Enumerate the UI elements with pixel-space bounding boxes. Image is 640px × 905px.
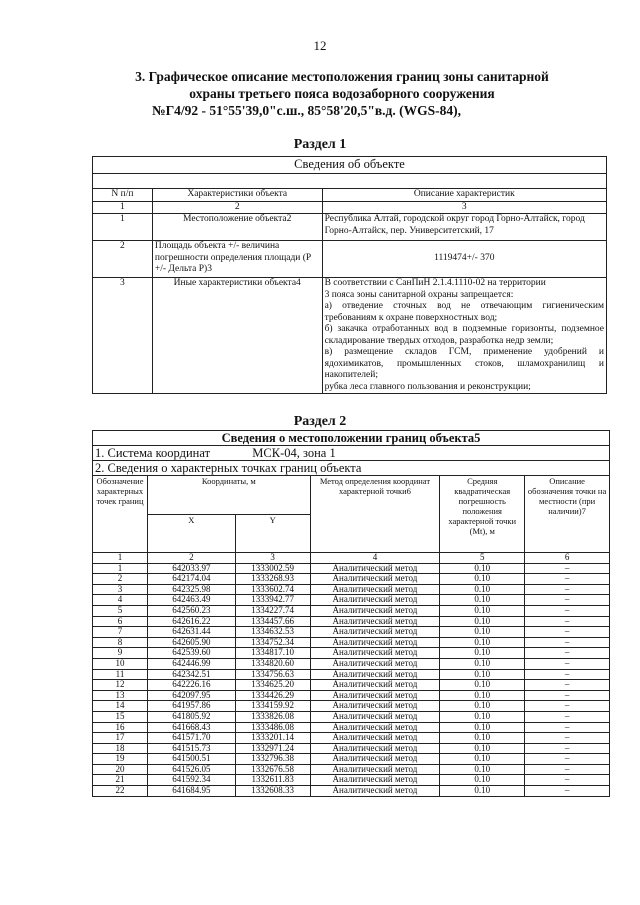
point-x: 642463.49 bbox=[147, 595, 235, 606]
desc-line: б) закачка отработанных вод в подземные горизонты, подземное складирование твердых отходов, разработка недр земли; bbox=[324, 324, 604, 346]
point-y: 1333002.59 bbox=[235, 563, 310, 574]
points-label-row: 2. Сведения о характерных точках границ объекта bbox=[93, 461, 610, 476]
desc-line: в) размещение складов ГСМ, применение удобрений и ядохимикатов, промышленных стоков, шламохранилищ и накопителей; bbox=[324, 347, 604, 380]
point-description: – bbox=[525, 595, 610, 606]
heading-line-1: 3. Графическое описание местоположения границ зоны санитарной bbox=[135, 69, 549, 84]
table-row bbox=[93, 775, 610, 786]
point-number: 18 bbox=[93, 743, 148, 754]
table-row bbox=[93, 754, 610, 765]
point-method: Аналитический метод bbox=[310, 627, 440, 638]
point-method: Аналитический метод bbox=[310, 690, 440, 701]
table-row bbox=[93, 574, 610, 585]
characteristic: Местоположение объекта2 bbox=[152, 214, 322, 241]
table-row bbox=[93, 711, 610, 722]
point-y: 1334457.66 bbox=[235, 616, 310, 627]
point-y: 1334752.34 bbox=[235, 637, 310, 648]
point-description: – bbox=[525, 616, 610, 627]
header-cell: Характеристики объекта bbox=[152, 189, 322, 202]
point-number: 21 bbox=[93, 775, 148, 786]
point-error: 0.10 bbox=[440, 775, 525, 786]
point-method: Аналитический метод bbox=[310, 595, 440, 606]
point-number: 14 bbox=[93, 701, 148, 712]
point-x: 642033.97 bbox=[147, 563, 235, 574]
desc-line: рубка леса главного пользования и реконструкции; bbox=[324, 381, 531, 392]
point-description: – bbox=[525, 722, 610, 733]
point-error: 0.10 bbox=[440, 764, 525, 775]
point-method: Аналитический метод bbox=[310, 743, 440, 754]
point-number: 22 bbox=[93, 786, 148, 797]
table-row bbox=[93, 595, 610, 606]
table-row bbox=[93, 584, 610, 595]
point-x: 642616.22 bbox=[147, 616, 235, 627]
point-number: 15 bbox=[93, 711, 148, 722]
point-y: 1333602.74 bbox=[235, 584, 310, 595]
point-description: – bbox=[525, 786, 610, 797]
col-number: 3 bbox=[322, 201, 606, 214]
method-header: Метод определения координат характерной точки6 bbox=[310, 476, 440, 553]
description: Республика Алтай, городской округ город Горно-Алтайск, город Горно-Алтайск, пер. Университетский, 17 bbox=[322, 214, 606, 241]
table-row bbox=[93, 764, 610, 775]
table-row bbox=[93, 690, 610, 701]
point-error: 0.10 bbox=[440, 701, 525, 712]
point-y: 1333942.77 bbox=[235, 595, 310, 606]
point-method: Аналитический метод bbox=[310, 658, 440, 669]
table-row bbox=[93, 605, 610, 616]
point-method: Аналитический метод bbox=[310, 786, 440, 797]
coord-system-label: 1. Система координат bbox=[95, 446, 211, 460]
point-method: Аналитический метод bbox=[310, 775, 440, 786]
table-row bbox=[93, 616, 610, 627]
boundary-points-table bbox=[92, 430, 610, 797]
y-header: Y bbox=[235, 514, 310, 553]
description-header: Описание обозначения точки на местности (при наличии)7 bbox=[525, 476, 610, 553]
point-y: 1334632.53 bbox=[235, 627, 310, 638]
coord-system-row bbox=[93, 446, 610, 461]
point-x: 641684.95 bbox=[147, 786, 235, 797]
point-y: 1334159.92 bbox=[235, 701, 310, 712]
point-error: 0.10 bbox=[440, 595, 525, 606]
characteristic: Площадь объекта +/- величина погрешности определения площади (Р +/- Дельта Р)3 bbox=[152, 241, 322, 278]
point-description: – bbox=[525, 574, 610, 585]
point-method: Аналитический метод bbox=[310, 733, 440, 744]
table-row bbox=[93, 701, 610, 712]
header-cell: Описание характеристик bbox=[322, 189, 606, 202]
col-number: 6 bbox=[525, 553, 610, 564]
point-y: 1334756.63 bbox=[235, 669, 310, 680]
object-info-table bbox=[92, 156, 607, 394]
point-description: – bbox=[525, 648, 610, 659]
point-y: 1334817.10 bbox=[235, 648, 310, 659]
section-2-title: Раздел 2 bbox=[293, 414, 347, 429]
point-x: 641571.70 bbox=[147, 733, 235, 744]
point-number: 19 bbox=[93, 754, 148, 765]
point-number: 2 bbox=[93, 574, 148, 585]
point-x: 642226.16 bbox=[147, 680, 235, 691]
point-description: – bbox=[525, 658, 610, 669]
point-number: 8 bbox=[93, 637, 148, 648]
col-number: 4 bbox=[310, 553, 440, 564]
row-number: 1 bbox=[93, 214, 153, 241]
point-error: 0.10 bbox=[440, 690, 525, 701]
point-error: 0.10 bbox=[440, 637, 525, 648]
col-number: 2 bbox=[152, 201, 322, 214]
points-body bbox=[93, 563, 610, 796]
table-row bbox=[93, 786, 610, 797]
point-y: 1334227.74 bbox=[235, 605, 310, 616]
point-x: 641957.86 bbox=[147, 701, 235, 712]
point-method: Аналитический метод bbox=[310, 648, 440, 659]
point-description: – bbox=[525, 701, 610, 712]
point-error: 0.10 bbox=[440, 743, 525, 754]
point-number: 1 bbox=[93, 563, 148, 574]
row-number: 3 bbox=[93, 278, 153, 394]
point-x: 641526.05 bbox=[147, 764, 235, 775]
point-y: 1334820.60 bbox=[235, 658, 310, 669]
point-method: Аналитический метод bbox=[310, 637, 440, 648]
point-x: 641805.92 bbox=[147, 711, 235, 722]
designation-header: Обозначение характерных точек границ bbox=[93, 476, 148, 553]
point-x: 642446.99 bbox=[147, 658, 235, 669]
point-error: 0.10 bbox=[440, 627, 525, 638]
point-error: 0.10 bbox=[440, 584, 525, 595]
point-error: 0.10 bbox=[440, 669, 525, 680]
point-x: 641668.43 bbox=[147, 722, 235, 733]
point-x: 642325.98 bbox=[147, 584, 235, 595]
point-number: 5 bbox=[93, 605, 148, 616]
table-row bbox=[93, 648, 610, 659]
point-method: Аналитический метод bbox=[310, 563, 440, 574]
point-error: 0.10 bbox=[440, 605, 525, 616]
table-row bbox=[93, 722, 610, 733]
point-number: 12 bbox=[93, 680, 148, 691]
x-header: X bbox=[147, 514, 235, 553]
point-x: 642174.04 bbox=[147, 574, 235, 585]
point-method: Аналитический метод bbox=[310, 669, 440, 680]
point-y: 1334426.29 bbox=[235, 690, 310, 701]
table-row bbox=[93, 637, 610, 648]
spacer-row bbox=[93, 174, 607, 189]
point-error: 0.10 bbox=[440, 658, 525, 669]
table-row bbox=[93, 680, 610, 691]
point-description: – bbox=[525, 733, 610, 744]
col-number: 5 bbox=[440, 553, 525, 564]
point-error: 0.10 bbox=[440, 648, 525, 659]
boundary-table-title: Сведения о местоположении границ объекта5 bbox=[93, 431, 610, 446]
error-header: Средняя квадратическая погрешность положения характерной точки (Mt), м bbox=[440, 476, 525, 553]
point-number: 10 bbox=[93, 658, 148, 669]
point-error: 0.10 bbox=[440, 574, 525, 585]
table-row bbox=[93, 733, 610, 744]
table-row bbox=[93, 669, 610, 680]
point-method: Аналитический метод bbox=[310, 574, 440, 585]
table-row bbox=[93, 743, 610, 754]
point-y: 1332608.33 bbox=[235, 786, 310, 797]
point-x: 641592.34 bbox=[147, 775, 235, 786]
point-description: – bbox=[525, 743, 610, 754]
coord-system-value: МСК-04, зона 1 bbox=[252, 446, 336, 460]
point-y: 1332971.24 bbox=[235, 743, 310, 754]
point-number: 4 bbox=[93, 595, 148, 606]
point-error: 0.10 bbox=[440, 563, 525, 574]
point-description: – bbox=[525, 584, 610, 595]
point-y: 1333486.08 bbox=[235, 722, 310, 733]
point-method: Аналитический метод bbox=[310, 680, 440, 691]
point-y: 1333201.14 bbox=[235, 733, 310, 744]
point-x: 642097.95 bbox=[147, 690, 235, 701]
object-info-title: Сведения об объекте bbox=[93, 157, 607, 174]
point-description: – bbox=[525, 775, 610, 786]
point-method: Аналитический метод bbox=[310, 701, 440, 712]
point-description: – bbox=[525, 764, 610, 775]
point-number: 6 bbox=[93, 616, 148, 627]
point-error: 0.10 bbox=[440, 680, 525, 691]
point-description: – bbox=[525, 627, 610, 638]
table-row bbox=[93, 627, 610, 638]
col-number: 3 bbox=[235, 553, 310, 564]
point-description: – bbox=[525, 669, 610, 680]
col-number: 1 bbox=[93, 201, 153, 214]
header-cell: N п/п bbox=[93, 189, 153, 202]
document-heading bbox=[92, 68, 592, 119]
point-method: Аналитический метод bbox=[310, 764, 440, 775]
point-x: 642560.23 bbox=[147, 605, 235, 616]
point-description: – bbox=[525, 637, 610, 648]
point-description: – bbox=[525, 754, 610, 765]
point-x: 642539.60 bbox=[147, 648, 235, 659]
description bbox=[322, 278, 606, 394]
point-y: 1332611.83 bbox=[235, 775, 310, 786]
point-error: 0.10 bbox=[440, 616, 525, 627]
point-y: 1332796.38 bbox=[235, 754, 310, 765]
table-row bbox=[93, 563, 610, 574]
point-description: – bbox=[525, 563, 610, 574]
point-error: 0.10 bbox=[440, 786, 525, 797]
point-method: Аналитический метод bbox=[310, 584, 440, 595]
point-number: 13 bbox=[93, 690, 148, 701]
point-number: 17 bbox=[93, 733, 148, 744]
desc-line: а) отведение сточных вод не отвечающим гигиеническим требованиям к охране поверхностных вод; bbox=[324, 301, 604, 323]
point-method: Аналитический метод bbox=[310, 605, 440, 616]
description: 1119474+/- 370 bbox=[322, 241, 606, 278]
point-y: 1333268.93 bbox=[235, 574, 310, 585]
point-description: – bbox=[525, 680, 610, 691]
point-method: Аналитический метод bbox=[310, 711, 440, 722]
point-method: Аналитический метод bbox=[310, 722, 440, 733]
coords-header: Координаты, м bbox=[147, 476, 310, 515]
row-number: 2 bbox=[93, 241, 153, 278]
point-number: 3 bbox=[93, 584, 148, 595]
desc-line: 3 пояса зоны санитарной охраны запрещается: bbox=[324, 289, 514, 300]
desc-line: В соответствии с СанПиН 2.1.4.1110-02 на территории bbox=[324, 278, 546, 288]
point-number: 9 bbox=[93, 648, 148, 659]
point-method: Аналитический метод bbox=[310, 616, 440, 627]
point-description: – bbox=[525, 711, 610, 722]
point-x: 642605.90 bbox=[147, 637, 235, 648]
point-error: 0.10 bbox=[440, 722, 525, 733]
heading-line-3: №Г4/92 - 51°55'39,0"с.ш., 85°58'20,5"в.д. (WGS-84), bbox=[152, 103, 461, 118]
point-y: 1333826.08 bbox=[235, 711, 310, 722]
point-description: – bbox=[525, 605, 610, 616]
table-row bbox=[93, 658, 610, 669]
point-x: 641500.51 bbox=[147, 754, 235, 765]
heading-line-2: охраны третьего пояса водозаборного сооружения bbox=[189, 86, 495, 101]
section-1-title: Раздел 1 bbox=[293, 137, 347, 152]
point-number: 20 bbox=[93, 764, 148, 775]
point-x: 642342.51 bbox=[147, 669, 235, 680]
col-number: 1 bbox=[93, 553, 148, 564]
point-number: 11 bbox=[93, 669, 148, 680]
point-number: 7 bbox=[93, 627, 148, 638]
point-error: 0.10 bbox=[440, 733, 525, 744]
col-number: 2 bbox=[147, 553, 235, 564]
point-y: 1334625.20 bbox=[235, 680, 310, 691]
point-x: 641515.73 bbox=[147, 743, 235, 754]
point-y: 1332676.58 bbox=[235, 764, 310, 775]
point-x: 642631.44 bbox=[147, 627, 235, 638]
characteristic: Иные характеристики объекта4 bbox=[152, 278, 322, 394]
point-error: 0.10 bbox=[440, 711, 525, 722]
point-description: – bbox=[525, 690, 610, 701]
point-number: 16 bbox=[93, 722, 148, 733]
page-number: 12 bbox=[313, 38, 327, 53]
point-error: 0.10 bbox=[440, 754, 525, 765]
point-method: Аналитический метод bbox=[310, 754, 440, 765]
